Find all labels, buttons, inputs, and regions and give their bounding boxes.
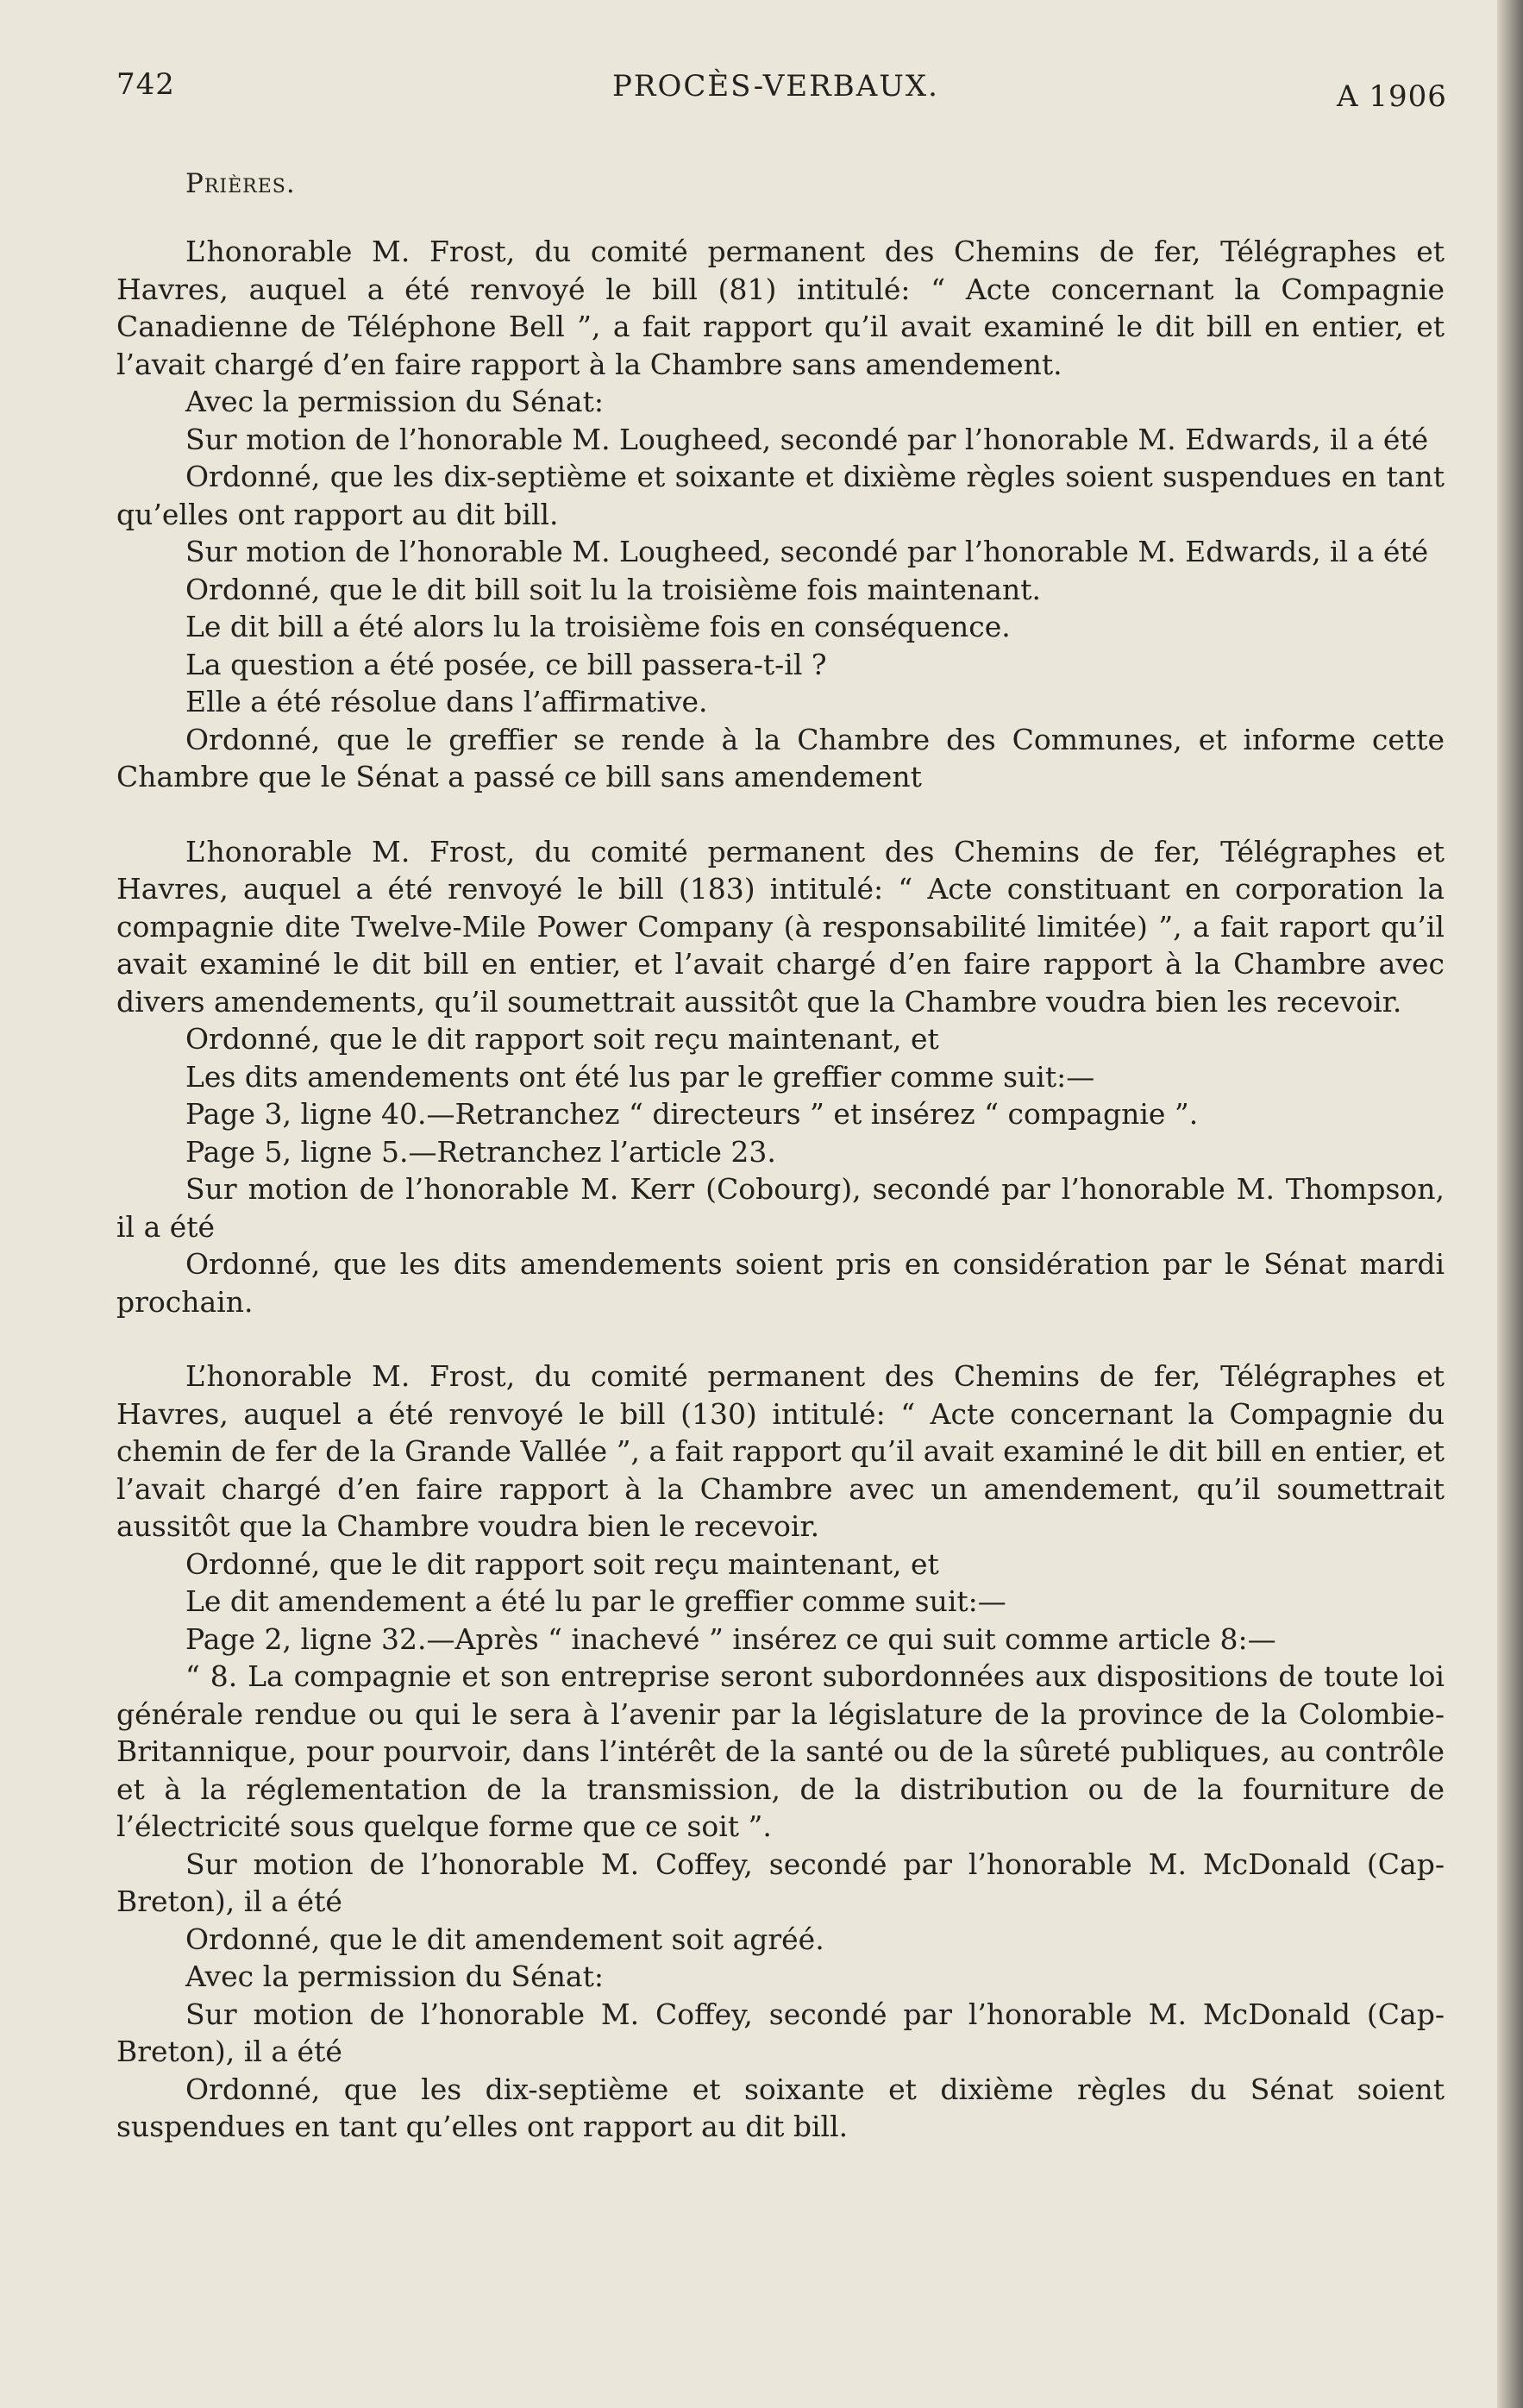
page-number: 742 — [116, 67, 175, 102]
paragraph: Les dits amendements ont été lus par le greffier comme suit:— — [185, 1059, 1095, 1094]
running-title: PROCÈS-VERBAUX. — [612, 69, 939, 103]
paragraph: Sur motion de l’honorable M. Lougheed, secondé par l’honorable M. Edwards, il a été — [185, 535, 1429, 568]
paragraph: “ 8. La compagnie et son entreprise seront subordonnées aux dispositions de toute loi générale rendue ou qui le sera à l’avenir par la législature de la province de la Colombie-Britannique, pour pourvoir, dans l’intérêt de la santé ou de la sûreté publiques, au contrôle et à la réglementation de la transmission, de la distribution ou de la fourniture de l’électricité sous quelque forme que ce soit ”. — [116, 1659, 1445, 1843]
paragraph: L’honorable M. Frost, du comité permanent des Chemins de fer, Télégraphes et Havres, auquel a été renvoyé le bill (81) intitulé: “ Acte concernant la Compagnie Canadienne de Téléphone Bell ”, a fait rapport qu’il avait examiné le dit bill en entier, et l’avait chargé d’en faire rapport à la Chambre sans amendement. — [116, 235, 1445, 381]
session-year: A 1906 — [1337, 79, 1447, 114]
section-title: Prières. — [185, 168, 296, 199]
paragraph: Page 2, ligne 32.—Après “ inachevé ” insérez ce qui suit comme article 8:— — [185, 1621, 1276, 1656]
paragraph: Sur motion de l’honorable M. Kerr (Cobourg), secondé par l’honorable M. Thompson, il a été — [116, 1172, 1445, 1244]
paragraph: Page 5, ligne 5.—Retranchez l’article 23. — [185, 1134, 776, 1169]
paragraph: Ordonné, que le dit amendement soit agréé. — [185, 1922, 824, 1956]
paragraph: Le dit bill a été alors lu la troisième fois en conséquence. — [185, 610, 1011, 643]
page-header — [116, 67, 1462, 119]
document-body — [116, 233, 1445, 2146]
paragraph: Ordonné, que les dits amendements soient pris en considération par le Sénat mardi prochain. — [116, 1247, 1445, 1319]
paragraph: Sur motion de l’honorable M. Coffey, secondé par l’honorable M. McDonald (Cap-Breton), il a été — [116, 1997, 1445, 2068]
paragraph: Ordonné, que les dix-septième et soixante et dixième règles du Sénat soient suspendues en tant qu’elles ont rapport au dit bill. — [116, 2072, 1445, 2143]
paragraph: Avec la permission du Sénat: — [185, 385, 604, 418]
paragraph: Sur motion de l’honorable M. Lougheed, secondé par l’honorable M. Edwards, il a été — [185, 422, 1429, 456]
paragraph: Page 3, ligne 40.—Retranchez “ directeurs ” et insérez “ compagnie ”. — [185, 1097, 1199, 1131]
paragraph: Ordonné, que le dit bill soit lu la troisième fois maintenant. — [185, 572, 1041, 606]
paragraph: Ordonné, que le greffier se rende à la Chambre des Communes, et informe cette Chambre que le Sénat a passé ce bill sans amendement — [116, 722, 1445, 793]
page-edge-shadow — [1497, 0, 1523, 2408]
paragraph: Avec la permission du Sénat: — [185, 1960, 604, 1993]
paragraph: Sur motion de l’honorable M. Coffey, secondé par l’honorable M. McDonald (Cap-Breton), il a été — [116, 1847, 1445, 1918]
paragraph: Elle a été résolue dans l’affirmative. — [185, 685, 708, 718]
paragraph: Le dit amendement a été lu par le greffier comme suit:— — [185, 1584, 1006, 1618]
paragraph: Ordonné, que le dit rapport soit reçu maintenant, et — [185, 1546, 939, 1581]
paragraph: L’honorable M. Frost, du comité permanent des Chemins de fer, Télégraphes et Havres, auquel a été renvoyé le bill (130) intitulé: “ Acte concernant la Compagnie du chemin de fer de la Grande Vallée ”, a fait rapport qu’il avait examiné le dit bill en entier, et l’avait chargé d’en faire rapport à la Chambre avec un amendement, qu’il soumettrait aussitôt que la Chambre voudra bien le recevoir. — [116, 1359, 1445, 1543]
paragraph: La question a été posée, ce bill passera-t-il ? — [185, 647, 827, 681]
paragraph: Ordonné, que les dix-septième et soixante et dixième règles soient suspendues en tant qu’elles ont rapport au dit bill. — [116, 460, 1445, 531]
paragraph: Ordonné, que le dit rapport soit reçu maintenant, et — [185, 1022, 939, 1056]
paragraph: L’honorable M. Frost, du comité permanent des Chemins de fer, Télégraphes et Havres, auquel a été renvoyé le bill (183) intitulé: “ Acte constituant en corporation la compagnie dite Twelve-Mile Power Company (à responsabilité limitée) ”, a fait raport qu’il avait examiné le dit bill en entier, et l’avait chargé d’en faire rapport à la Chambre avec divers amendements, qu’il soumettrait aussitôt que la Chambre voudra bien les recevoir. — [116, 834, 1445, 1019]
